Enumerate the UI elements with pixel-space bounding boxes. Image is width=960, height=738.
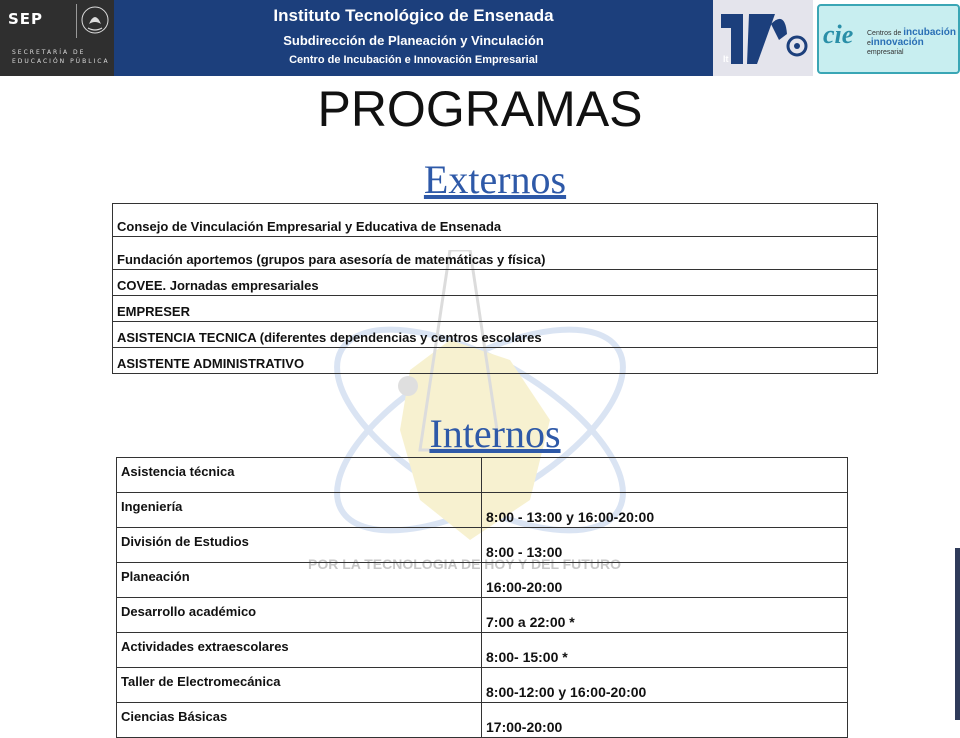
hours-cell: 8:00 - 13:00 y 16:00-20:00	[482, 493, 848, 528]
sep-divider	[76, 4, 77, 38]
table-cell: EMPRESER	[113, 296, 878, 322]
internos-table	[116, 457, 848, 738]
it-logo	[713, 0, 813, 76]
table-row	[113, 296, 878, 322]
page-title: PROGRAMAS	[317, 81, 643, 137]
area-cell: Ingeniería	[117, 493, 482, 528]
table-row	[113, 237, 878, 270]
table-row	[117, 598, 848, 633]
cie-logo	[813, 0, 960, 76]
table-row	[117, 633, 848, 668]
mexican-eagle-icon	[80, 4, 110, 36]
area-cell: Asistencia técnica	[117, 458, 482, 493]
table-row	[117, 668, 848, 703]
table-cell: ASISTENTE ADMINISTRATIVO	[113, 348, 878, 374]
externos-heading: Externos	[423, 157, 567, 202]
cie-logo-box	[817, 4, 960, 74]
table-row	[113, 322, 878, 348]
sep-label: SEP	[8, 10, 44, 28]
area-cell: División de Estudios	[117, 528, 482, 563]
table-cell: Fundación aportemos (grupos para asesoría de matemáticas y física)	[113, 237, 878, 270]
hours-cell: 8:00- 15:00 *	[482, 633, 848, 668]
table-row	[113, 348, 878, 374]
externos-table	[112, 203, 878, 374]
table-row	[113, 204, 878, 237]
svg-text:It: It	[723, 54, 729, 64]
header-title-block	[114, 0, 713, 76]
area-cell: Actividades extraescolares	[117, 633, 482, 668]
hours-cell: 8:00-12:00 y 16:00-20:00	[482, 668, 848, 703]
watermark-motto: POR LA TECNOLOGIA DE HOY Y DEL FUTURO	[308, 556, 621, 572]
table-row	[117, 493, 848, 528]
sep-subtitle: SECRETARÍA DE EDUCACIÓN PÚBLICA	[12, 49, 110, 65]
table-row	[113, 270, 878, 296]
hours-cell: 8:00 - 13:00	[482, 528, 848, 563]
hours-cell	[482, 458, 848, 493]
right-edge-decoration	[955, 548, 960, 720]
table-cell: COVEE. Jornadas empresariales	[113, 270, 878, 296]
table-cell: ASISTENCIA TECNICA (diferentes dependencias y centros escolares	[113, 322, 878, 348]
table-row	[117, 528, 848, 563]
it-logo-icon	[713, 0, 813, 76]
table-cell: Consejo de Vinculación Empresarial y Educativa de Ensenada	[113, 204, 878, 237]
hours-cell: 17:00-20:00	[482, 703, 848, 738]
area-cell: Planeación	[117, 563, 482, 598]
table-row	[117, 703, 848, 738]
table-row	[117, 563, 848, 598]
department-title: Subdirección de Planeación y Vinculación	[283, 33, 544, 48]
cie-text: Centros de incubación einnovación empresarial	[867, 27, 956, 56]
area-cell: Desarrollo académico	[117, 598, 482, 633]
cie-word: cie	[823, 20, 854, 49]
institute-title: Instituto Tecnológico de Ensenada	[273, 6, 554, 25]
area-cell: Ciencias Básicas	[117, 703, 482, 738]
hours-cell: 16:00-20:00	[482, 563, 848, 598]
table-row	[117, 458, 848, 493]
internos-heading: Internos	[429, 411, 561, 456]
area-cell: Taller de Electromecánica	[117, 668, 482, 703]
sep-logo	[0, 0, 114, 76]
hours-cell: 7:00 a 22:00 *	[482, 598, 848, 633]
center-title: Centro de Incubación e Innovación Empresarial	[289, 54, 538, 66]
header	[0, 0, 960, 76]
